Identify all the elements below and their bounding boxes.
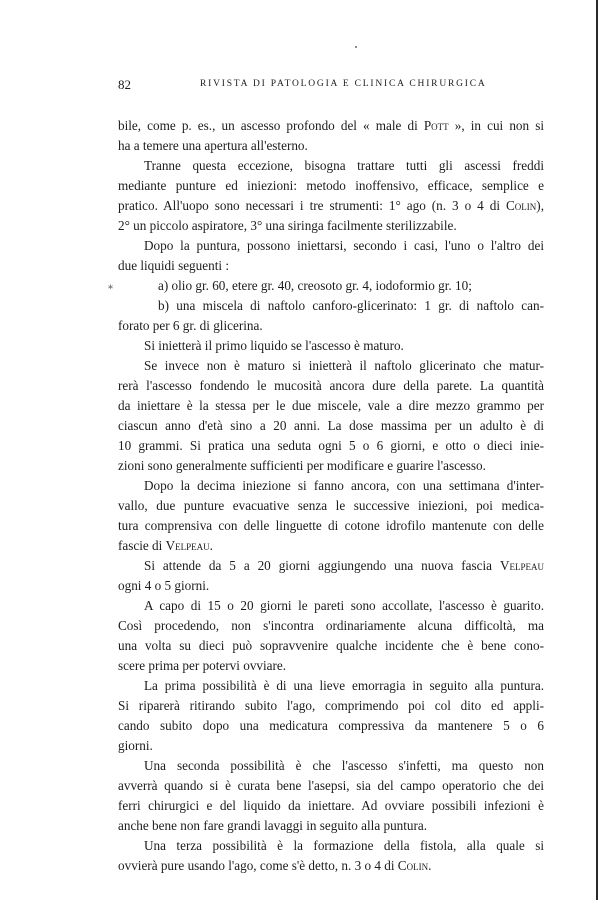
text-run: mediante punture ed iniezioni: metodo inoffensivo, efficace, semplice e — [118, 178, 544, 193]
text-line — [118, 616, 544, 636]
author-name: Velpeau — [499, 558, 544, 573]
page-number: 82 — [118, 77, 131, 92]
text-run: ovvierà pure usando l'ago, come s'è detto, n. 3 o 4 di — [118, 858, 398, 873]
text-run: ), — [536, 198, 544, 213]
text-line — [118, 396, 544, 416]
text-line — [118, 136, 544, 156]
text-run: Dopo la decima iniezione si fanno ancora, con una settimana d'inter- — [144, 478, 544, 493]
text-run: . — [209, 538, 213, 553]
text-run: ciascun anno d'età sino a 20 anni. La dose massima per un adulto è di — [118, 418, 544, 433]
text-line — [118, 356, 544, 376]
text-run: una volta su dieci può sopravvenire qualche incidente che è bene cono- — [118, 638, 544, 653]
text-run: scere prima per potervi ovviare. — [118, 658, 287, 673]
text-line — [118, 256, 544, 276]
text-line — [118, 456, 544, 476]
text-line — [118, 656, 544, 676]
text-run: tura comprensiva con delle linguette di cotone idrofilo mantenute con delle — [118, 518, 544, 533]
text-line — [118, 776, 544, 796]
text-run: ferri chirurgici e del liquido da iniettare. Ad ovviare possibili infezioni è — [118, 798, 544, 813]
margin-mark: * — [108, 284, 113, 295]
text-run: A capo di 15 o 20 giorni le pareti sono accollate, l'ascesso è guarito. — [144, 598, 544, 613]
text-line — [118, 296, 544, 316]
text-run: Una terza possibilità è la formazione della fistola, alla quale si — [144, 838, 544, 853]
text-run: ha a temere una apertura all'esterno. — [118, 138, 308, 153]
text-run: rerà l'ascesso fondendo le mucosità ancora dure della parete. La quantità — [118, 378, 544, 393]
text-line — [118, 376, 544, 396]
text-run: b) una miscela di naftolo canforo-glicerinato: 1 gr. di naftolo can- — [158, 298, 544, 313]
text-run: Dopo la puntura, possono iniettarsi, secondo i casi, l'uno o l'altro dei — [144, 238, 544, 253]
text-run: cando subito dopo una medicatura compressiva da mantenere 5 o 6 — [118, 718, 544, 733]
text-line — [118, 436, 544, 456]
text-run: Così procedendo, non s'incontra ordinariamente alcuna difficoltà, ma — [118, 618, 544, 633]
text-run: bile, come p. es., un ascesso profondo del « male di — [118, 118, 424, 133]
text-line — [118, 236, 544, 256]
text-run: Una seconda possibilità è che l'ascesso s'infetti, ma questo non — [144, 758, 544, 773]
text-run: Si riparerà ritirando subito l'ago, comprimendo poi col dito ed appli- — [118, 698, 544, 713]
text-line — [118, 756, 544, 776]
text-run: 10 grammi. Si pratica una seduta ogni 5 o 6 giorni, e otto o dieci inie- — [118, 438, 544, 453]
text-line — [118, 796, 544, 816]
text-line — [118, 476, 544, 496]
text-line — [118, 576, 544, 596]
text-run: giorni. — [118, 738, 153, 753]
text-run: forato per 6 gr. di glicerina. — [118, 318, 263, 333]
text-line — [118, 316, 544, 336]
text-line — [118, 116, 544, 136]
text-line — [118, 816, 544, 836]
text-line — [118, 516, 544, 536]
text-run: a) olio gr. 60, etere gr. 40, creosoto gr. 4, iodoformio gr. 10; — [158, 278, 472, 293]
text-line — [118, 716, 544, 736]
text-run: La prima possibilità è di una lieve emorragia in seguito alla puntura. — [144, 678, 544, 693]
text-run: da iniettare è la stessa per le due miscele, vale a dire mezzo grammo per — [118, 398, 544, 413]
text-run: 2° un piccolo aspiratore, 3° una siringa facilmente sterilizzabile. — [118, 218, 457, 233]
text-line — [118, 736, 544, 756]
text-line — [118, 216, 544, 236]
text-line — [118, 416, 544, 436]
text-line — [118, 536, 544, 556]
text-line — [118, 496, 544, 516]
text-line — [118, 336, 544, 356]
author-name: Colin — [506, 198, 537, 213]
body-text — [118, 116, 544, 876]
running-head: RIVISTA DI PATOLOGIA E CLINICA CHIRURGICA — [200, 79, 487, 89]
page-header — [118, 77, 544, 97]
author-name: Colin — [397, 858, 429, 873]
text-line — [118, 676, 544, 696]
text-run: Si attende da 5 a 20 giorni aggiungendo una nuova fascia — [144, 558, 500, 573]
text-line — [118, 636, 544, 656]
text-run: . — [428, 858, 432, 873]
text-line — [118, 836, 544, 856]
text-run: », in cui non si — [448, 118, 544, 133]
text-line — [118, 156, 544, 176]
text-line — [118, 696, 544, 716]
text-run: ogni 4 o 5 giorni. — [118, 578, 210, 593]
text-run: Se invece non è maturo si inietterà il naftolo glicerinato che matur- — [144, 358, 544, 373]
author-name: Pott — [423, 118, 449, 133]
text-run: Tranne questa eccezione, bisogna trattare tutti gli ascessi freddi — [144, 158, 544, 173]
text-run: due liquidi seguenti : — [118, 258, 229, 273]
text-run: zioni sono generalmente sufficienti per modificare e guarire l'ascesso. — [118, 458, 486, 473]
text-line — [118, 276, 544, 296]
text-line — [118, 856, 544, 876]
page-edge-border — [596, 0, 598, 900]
text-run: anche bene non fare grandi lavaggi in seguito alla puntura. — [118, 818, 428, 833]
text-line — [118, 556, 544, 576]
text-run: pratico. All'uopo sono necessari i tre strumenti: 1° ago (n. 3 o 4 di — [118, 198, 506, 213]
text-line — [118, 176, 544, 196]
scan-speck — [355, 46, 357, 48]
text-line — [118, 596, 544, 616]
author-name: Velpeau — [165, 538, 210, 553]
text-run: avverrà quando si è curata bene l'asepsi, sia del campo operatorio che dei — [118, 778, 544, 793]
text-run: vallo, due punture evacuative senza le successive iniezioni, poi medica- — [118, 498, 544, 513]
text-run: fascie di — [118, 538, 166, 553]
text-run: Si inietterà il primo liquido se l'ascesso è maturo. — [144, 338, 404, 353]
text-line — [118, 196, 544, 216]
